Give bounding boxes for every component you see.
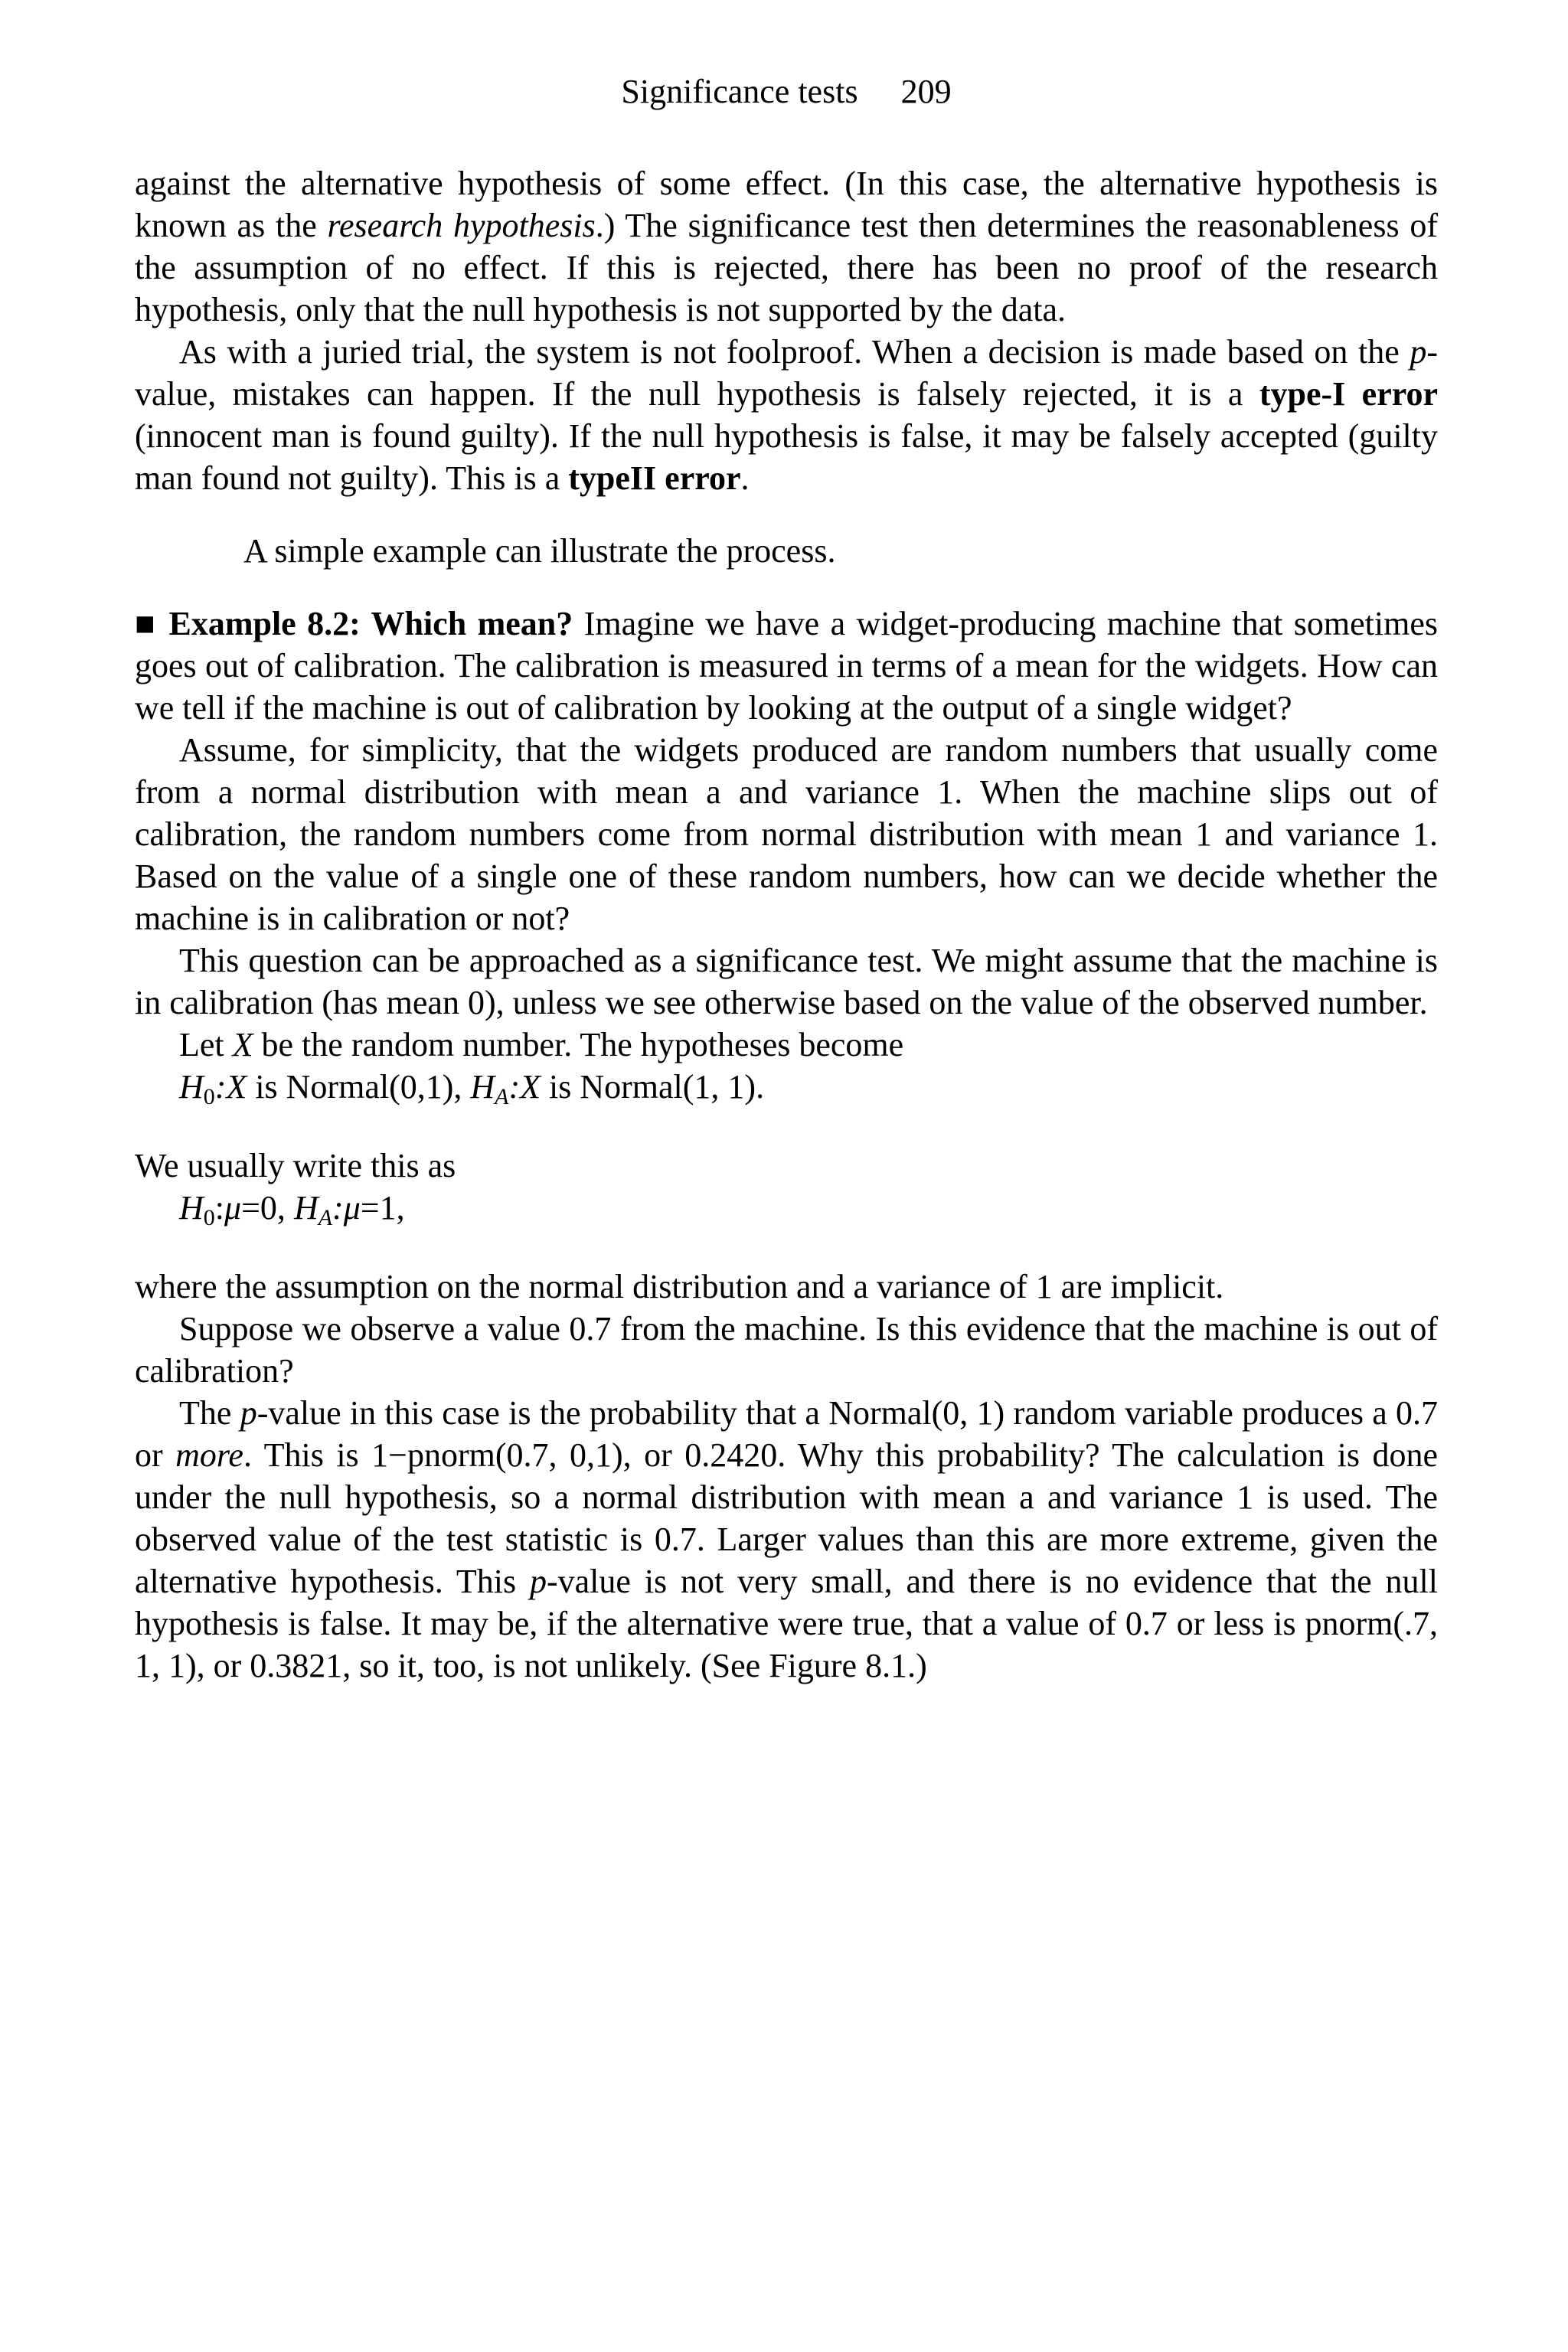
example-8-2: ■ Example 8.2: Which mean? Imagine we have a widget-producing machine that sometimes goes out of calibration. The calibration is measured in terms of a mean for the widgets. How can we tell if the machine is out of calibration by looking at the output of a single widget? [135, 605, 1438, 727]
page [135, 67, 1438, 1687]
where-line: where the assumption on the normal distribution and a variance of 1 are implicit. [135, 1268, 1224, 1305]
paragraph-assume: Assume, for simplicity, that the widgets produced are random numbers that usually come from a normal distribution with mean a and variance 1. When the machine slips out of calibration, the random numbers come from normal distribution with mean 1 and variance 1. Based on the value of a single one of these random numbers, how can we decide whether the machine is in calibration or not? [135, 731, 1438, 937]
let-line: Let X be the random number. The hypotheses become [179, 1026, 904, 1063]
hypotheses-mu: $H_0:\mu=0$, $H_A:\mu=1$, [179, 1189, 405, 1230]
page-number: 209 [900, 73, 952, 110]
paragraph-error-types: As with a juried trial, the system is not foolproof. When a decision is made based on the p-value, mistakes can happen. If the null hypothesis is falsely rejected, it is a type-I error (innocent man is found guilty). If the null hypothesis is false, it may be falsely accepted (guilty man found not guilty). This is a typeII error. [135, 333, 1438, 497]
paragraph-question: This question can be approached as a significance test. We might assume that the machine is in calibration (has mean 0), unless we see otherwise based on the value of the observed number. [135, 942, 1438, 1021]
running-head [135, 67, 1438, 116]
paragraph-research-hypothesis: against the alternative hypothesis of some effect. (In this case, the alternative hypothesis is known as the research hypothesis.) The significance test then determines the reasonableness of the assumption of no effect. If this is rejected, there has been no proof of the research hypothesis, only that the null hypothesis is not supported by the data. [135, 165, 1438, 328]
term-research-hypothesis: research hypothesis [327, 207, 596, 244]
example-title: Example 8.2: Which mean? [168, 605, 573, 642]
running-head-title: Significance tests [621, 73, 858, 110]
example-marker: ■ [135, 605, 158, 642]
usually-line: We usually write this as [135, 1147, 456, 1184]
hypotheses-normal: $H_0:X$ is Normal(0,1), $H_A:X$ is Normal(1, 1). [179, 1068, 765, 1109]
paragraph-p-value: The p-value in this case is the probability that a Normal(0, 1) random variable produces a 0.7 or more. This is 1−pnorm(0.7, 0,1), or 0.2420. Why this probability? The calculation is done under the null hypothesis, so a normal distribution with mean a and variance 1 is used. The observed value of the test statistic is 0.7. Larger values than this are more extreme, given the alternative hypothesis. This p-value is not very small, and there is no evidence that the null hypothesis is false. It may be, if the alternative were true, that a value of 0.7 or less is pnorm(.7, 1, 1), or 0.3821, so it, too, is not unlikely. (See Figure 8.1.) [135, 1394, 1439, 1684]
simple-example-line: A simple example can illustrate the process. [243, 532, 836, 570]
term-type-ii-error: typeII error [568, 459, 741, 497]
term-type-i-error: type-I error [1259, 375, 1438, 413]
paragraph-suppose: Suppose we observe a value 0.7 from the machine. Is this evidence that the machine is out of calibration? [135, 1310, 1438, 1390]
